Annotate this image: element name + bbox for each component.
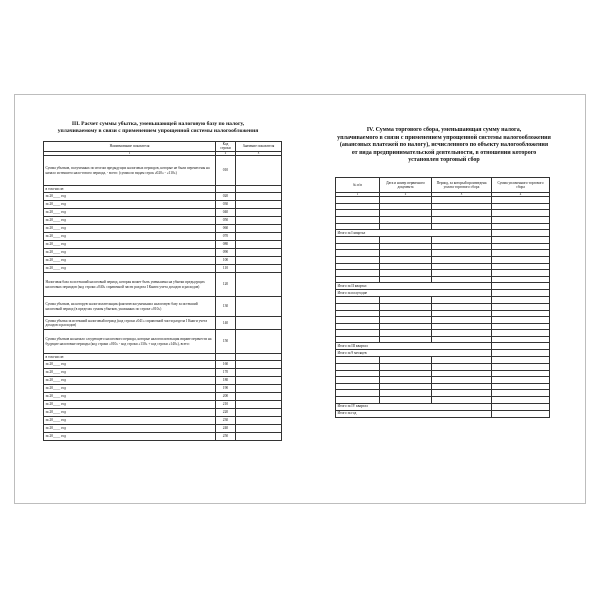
value-cell[interactable]	[236, 257, 282, 265]
total-row	[336, 290, 550, 297]
table-row	[336, 256, 550, 263]
indicator-name: за 20____ год	[44, 417, 216, 425]
entry-cell[interactable]	[336, 270, 380, 277]
entry-cell[interactable]	[336, 397, 380, 404]
entry-cell[interactable]	[432, 256, 492, 263]
table-row	[44, 241, 282, 249]
indicator-name: за 20____ год	[44, 393, 216, 401]
indicator-name: за 20____ год	[44, 401, 216, 409]
line-code: 160	[216, 361, 236, 369]
total-value-cell[interactable]	[492, 230, 550, 237]
trade-fee-table	[335, 177, 550, 418]
table-row	[44, 369, 282, 377]
table-row	[336, 303, 550, 310]
entry-cell[interactable]	[336, 357, 380, 364]
entry-cell[interactable]	[492, 197, 550, 204]
line-code: 220	[216, 409, 236, 417]
entry-cell[interactable]	[432, 203, 492, 210]
entry-cell[interactable]	[380, 210, 432, 217]
indicator-name: за 20____ год	[44, 257, 216, 265]
entry-cell[interactable]	[492, 377, 550, 384]
table-row	[44, 385, 282, 393]
entry-cell[interactable]	[336, 243, 380, 250]
entry-cell[interactable]	[432, 383, 492, 390]
table-row	[44, 186, 282, 193]
left-page	[15, 95, 301, 503]
title-line: III. Расчет суммы убытка, уменьшающей налоговую базу по налогу,	[71, 121, 245, 127]
entry-cell[interactable]	[380, 250, 432, 257]
entry-cell[interactable]	[336, 303, 380, 310]
table-row	[44, 297, 282, 317]
table-row	[336, 243, 550, 250]
entry-cell[interactable]	[432, 364, 492, 371]
table-row	[336, 223, 550, 230]
col-number: 4	[492, 193, 550, 197]
table-row	[336, 270, 550, 277]
total-label: Итого за год	[336, 410, 492, 417]
entry-cell[interactable]	[380, 216, 432, 223]
table-row	[336, 210, 550, 217]
title-line: установлен торговый сбор	[408, 157, 480, 164]
line-code: 190	[216, 385, 236, 393]
total-value-cell[interactable]	[492, 343, 550, 350]
indicator-name: за 20____ год	[44, 193, 216, 201]
loss-table-body	[44, 156, 282, 441]
entry-cell[interactable]	[432, 237, 492, 244]
entry-cell[interactable]	[492, 223, 550, 230]
entry-cell[interactable]	[380, 303, 432, 310]
entry-cell[interactable]	[380, 317, 432, 324]
title-line: (авансовых платежей по налогу), исчисленного по объекту налогообложения	[339, 142, 549, 149]
table-row	[44, 361, 282, 369]
value-cell[interactable]	[236, 156, 282, 186]
table-row	[336, 357, 550, 364]
table-row	[336, 203, 550, 210]
table-row	[44, 401, 282, 409]
value-cell[interactable]	[236, 409, 282, 417]
line-code: 070	[216, 233, 236, 241]
header-line-code: Код строки	[216, 142, 236, 152]
header-row-number: № п/п	[336, 178, 380, 193]
entry-cell[interactable]	[492, 256, 550, 263]
entry-cell[interactable]	[492, 310, 550, 317]
entry-cell[interactable]	[380, 336, 432, 343]
line-code: 060	[216, 225, 236, 233]
entry-cell[interactable]	[492, 237, 550, 244]
line-code: 240	[216, 425, 236, 433]
entry-cell[interactable]	[432, 276, 492, 283]
line-code: 150	[216, 330, 236, 354]
table-row	[44, 377, 282, 385]
value-cell[interactable]	[236, 265, 282, 273]
line-code: 130	[216, 297, 236, 317]
value-cell[interactable]	[236, 225, 282, 233]
indicator-name: за 20____ год	[44, 201, 216, 209]
entry-cell[interactable]	[432, 303, 492, 310]
entry-cell[interactable]	[336, 377, 380, 384]
table-row	[336, 390, 550, 397]
table-row	[44, 225, 282, 233]
indicator-name: за 20____ год	[44, 265, 216, 273]
entry-cell[interactable]	[432, 216, 492, 223]
line-code: 230	[216, 417, 236, 425]
entry-cell[interactable]	[380, 397, 432, 404]
header-document: Дата и номер первичного документа	[380, 178, 432, 193]
value-cell[interactable]	[236, 273, 282, 297]
entry-cell[interactable]	[336, 250, 380, 257]
title-line: от вида предпринимательской деятельности, в отношении которого	[351, 149, 537, 156]
col-number: 1	[336, 193, 380, 197]
entry-cell[interactable]	[336, 330, 380, 337]
table-row	[44, 317, 282, 330]
entry-cell[interactable]	[380, 364, 432, 371]
value-cell[interactable]	[236, 377, 282, 385]
line-code: 110	[216, 265, 236, 273]
value-cell[interactable]	[236, 241, 282, 249]
line-code: 100	[216, 257, 236, 265]
entry-cell[interactable]	[492, 276, 550, 283]
header-indicator-name: Наименование показателя	[44, 142, 216, 152]
indicator-name: за 20____ год	[44, 217, 216, 225]
value-cell[interactable]	[236, 209, 282, 217]
table-row	[44, 257, 282, 265]
table-row	[336, 250, 550, 257]
entry-cell[interactable]	[492, 210, 550, 217]
value-cell[interactable]	[236, 361, 282, 369]
table-row	[44, 354, 282, 361]
table-row	[336, 323, 550, 330]
table-row	[44, 193, 282, 201]
entry-cell[interactable]	[380, 243, 432, 250]
loss-calculation-table	[43, 141, 282, 441]
entry-cell[interactable]	[492, 330, 550, 337]
entry-cell[interactable]	[380, 270, 432, 277]
entry-cell[interactable]	[380, 310, 432, 317]
table-row	[336, 336, 550, 343]
value-cell[interactable]	[236, 354, 282, 361]
indicator-name: за 20____ год	[44, 385, 216, 393]
table-row	[44, 417, 282, 425]
table-row	[336, 310, 550, 317]
entry-cell[interactable]	[380, 390, 432, 397]
entry-cell[interactable]	[492, 390, 550, 397]
total-label: Итого за III квартал	[336, 343, 492, 350]
table-row	[336, 263, 550, 270]
table-row	[336, 377, 550, 384]
table-row	[336, 317, 550, 324]
entry-cell[interactable]	[492, 270, 550, 277]
entry-cell[interactable]	[380, 297, 432, 304]
entry-cell[interactable]	[336, 203, 380, 210]
indicator-name: за 20____ год	[44, 409, 216, 417]
value-cell[interactable]	[236, 433, 282, 441]
value-cell[interactable]	[236, 201, 282, 209]
line-code: 170	[216, 369, 236, 377]
total-row	[336, 403, 550, 410]
table-row	[336, 237, 550, 244]
title-line: уплачиваемого в связи с применением упрощенной системы налогообложения	[337, 134, 551, 141]
entry-cell[interactable]	[492, 370, 550, 377]
value-cell[interactable]	[236, 297, 282, 317]
entry-cell[interactable]	[432, 330, 492, 337]
entry-cell[interactable]	[432, 270, 492, 277]
line-code: 210	[216, 401, 236, 409]
indicator-name: за 20____ год	[44, 433, 216, 441]
indicator-name: за 20____ год	[44, 369, 216, 377]
entry-cell[interactable]	[432, 310, 492, 317]
indicator-name: за 20____ год	[44, 249, 216, 257]
line-code: 090	[216, 249, 236, 257]
section-iii-title	[15, 121, 301, 135]
entry-cell[interactable]	[380, 370, 432, 377]
entry-cell[interactable]	[336, 323, 380, 330]
table-row	[44, 425, 282, 433]
entry-cell[interactable]	[492, 243, 550, 250]
entry-cell[interactable]	[336, 210, 380, 217]
table-row	[336, 397, 550, 404]
entry-cell[interactable]	[336, 276, 380, 283]
entry-cell[interactable]	[432, 336, 492, 343]
indicator-name: за 20____ год	[44, 225, 216, 233]
table-row	[336, 216, 550, 223]
entry-cell[interactable]	[432, 397, 492, 404]
total-label: Итого за II квартал	[336, 283, 492, 290]
value-cell[interactable]	[236, 330, 282, 354]
total-value-cell[interactable]	[492, 350, 550, 357]
entry-cell[interactable]	[336, 336, 380, 343]
entry-cell[interactable]	[492, 383, 550, 390]
entry-cell[interactable]	[336, 216, 380, 223]
col-number: 3	[432, 193, 492, 197]
entry-cell[interactable]	[492, 203, 550, 210]
indicator-name: в том числе:	[44, 186, 216, 193]
entry-cell[interactable]	[336, 223, 380, 230]
document-spread	[14, 94, 586, 504]
line-code: 120	[216, 273, 236, 297]
line-code: 250	[216, 433, 236, 441]
total-row	[336, 283, 550, 290]
total-label: Итого за полугодие	[336, 290, 492, 297]
line-code: 020	[216, 193, 236, 201]
value-cell[interactable]	[236, 217, 282, 225]
entry-cell[interactable]	[492, 397, 550, 404]
table-row	[336, 297, 550, 304]
entry-cell[interactable]	[492, 297, 550, 304]
indicator-name: за 20____ год	[44, 233, 216, 241]
total-label: Итого за I квартал	[336, 230, 492, 237]
entry-cell[interactable]	[336, 390, 380, 397]
entry-cell[interactable]	[380, 223, 432, 230]
table-row	[336, 383, 550, 390]
entry-cell[interactable]	[380, 263, 432, 270]
entry-cell[interactable]	[492, 336, 550, 343]
indicator-name: Сумма убытков, полученных по итогам предыдущих налоговых периодов, которые не были перенесены на начало истекшего нало-гового периода, - всего: (сумма по видам строк «020» - «110»)	[44, 156, 216, 186]
indicator-name: за 20____ год	[44, 209, 216, 217]
entry-cell[interactable]	[432, 357, 492, 364]
entry-cell[interactable]	[432, 263, 492, 270]
line-code: 180	[216, 377, 236, 385]
entry-cell[interactable]	[336, 256, 380, 263]
entry-cell[interactable]	[432, 323, 492, 330]
value-cell[interactable]	[236, 401, 282, 409]
entry-cell[interactable]	[336, 370, 380, 377]
header-fee-amount: Сумма уплаченного торгового сбора	[492, 178, 550, 193]
value-cell[interactable]	[236, 249, 282, 257]
line-code	[216, 186, 236, 193]
indicator-name: за 20____ год	[44, 361, 216, 369]
table-row	[44, 209, 282, 217]
value-cell[interactable]	[236, 186, 282, 193]
total-value-cell[interactable]	[492, 403, 550, 410]
total-label: Итого за IV квартал	[336, 403, 492, 410]
line-code: 040	[216, 209, 236, 217]
table-row	[44, 433, 282, 441]
indicator-name: Сумма убытка за истекший налоговый период (код строки «041» справочной части раздела I Книги учета доходов и расходов)	[44, 317, 216, 330]
entry-cell[interactable]	[432, 210, 492, 217]
table-row	[336, 330, 550, 337]
entry-cell[interactable]	[380, 203, 432, 210]
indicator-name: Налоговая база за истекший налоговый период, которая может быть уменьшена на убытки предыдущих налоговых периодов (код строки «040» справочной части раздела I Книги учета доходов и расходов)	[44, 273, 216, 297]
entry-cell[interactable]	[380, 256, 432, 263]
entry-cell[interactable]	[432, 197, 492, 204]
entry-cell[interactable]	[492, 357, 550, 364]
table-row	[44, 233, 282, 241]
table-row	[44, 217, 282, 225]
entry-cell[interactable]	[492, 216, 550, 223]
value-cell[interactable]	[236, 317, 282, 330]
total-row	[336, 350, 550, 357]
indicator-name: за 20____ год	[44, 425, 216, 433]
entry-cell[interactable]	[492, 250, 550, 257]
header-period: Период, за который произведена уплата торгового сбора	[432, 178, 492, 193]
line-code: 140	[216, 317, 236, 330]
entry-cell[interactable]	[432, 223, 492, 230]
line-code: 010	[216, 156, 236, 186]
entry-cell[interactable]	[336, 197, 380, 204]
entry-cell[interactable]	[336, 317, 380, 324]
line-code: 050	[216, 217, 236, 225]
total-value-cell[interactable]	[492, 290, 550, 297]
table-row	[44, 409, 282, 417]
trade-fee-table-body	[336, 197, 550, 417]
entry-cell[interactable]	[432, 243, 492, 250]
entry-cell[interactable]	[492, 263, 550, 270]
entry-cell[interactable]	[432, 317, 492, 324]
header-indicator-value: Значение показателя	[236, 142, 282, 152]
indicator-name: в том числе:	[44, 354, 216, 361]
value-cell[interactable]	[236, 385, 282, 393]
entry-cell[interactable]	[432, 390, 492, 397]
title-line: уплачиваемому в связи с применением упрощенной системы налогообложения	[57, 128, 259, 134]
table-row	[336, 364, 550, 371]
line-code: 030	[216, 201, 236, 209]
table-row	[44, 201, 282, 209]
table-row	[336, 197, 550, 204]
indicator-name: Сумма убытков на начало следующего налогового периода, которые налогоплательщик вправе перенести на будущие налоговые периоды (код строки «010» - код строки «130» + код строки «140»), всего:	[44, 330, 216, 354]
value-cell[interactable]	[236, 393, 282, 401]
table-row	[44, 249, 282, 257]
entry-cell[interactable]	[492, 303, 550, 310]
entry-cell[interactable]	[380, 197, 432, 204]
indicator-name: за 20____ год	[44, 241, 216, 249]
right-page	[301, 95, 587, 503]
total-row	[336, 410, 550, 417]
entry-cell[interactable]	[432, 297, 492, 304]
value-cell[interactable]	[236, 193, 282, 201]
col-number: 2	[380, 193, 432, 197]
table-row	[44, 330, 282, 354]
entry-cell[interactable]	[380, 237, 432, 244]
indicator-name: за 20____ год	[44, 377, 216, 385]
entry-cell[interactable]	[336, 297, 380, 304]
section-iv-title	[301, 127, 587, 165]
col-number: 3	[236, 151, 282, 155]
table-row	[336, 370, 550, 377]
total-label: Итого за 9 месяцев	[336, 350, 492, 357]
title-line: IV. Сумма торгового сбора, уменьшающая сумму налога,	[366, 127, 522, 133]
total-row	[336, 343, 550, 350]
indicator-name: Сумма убытков, на которую налогоплательщик фактически уменьшил налоговую базу за истекший налоговый период (в пределах суммы убытков, указанных по строке «010»)	[44, 297, 216, 317]
entry-cell[interactable]	[492, 364, 550, 371]
entry-cell[interactable]	[492, 323, 550, 330]
col-number: 2	[216, 151, 236, 155]
entry-cell[interactable]	[336, 263, 380, 270]
entry-cell[interactable]	[380, 383, 432, 390]
entry-cell[interactable]	[336, 364, 380, 371]
col-number: 1	[44, 151, 216, 155]
entry-cell[interactable]	[336, 310, 380, 317]
table-row	[44, 156, 282, 186]
entry-cell[interactable]	[380, 377, 432, 384]
entry-cell[interactable]	[380, 323, 432, 330]
total-value-cell[interactable]	[492, 283, 550, 290]
entry-cell[interactable]	[336, 383, 380, 390]
line-code: 080	[216, 241, 236, 249]
entry-cell[interactable]	[432, 250, 492, 257]
entry-cell[interactable]	[380, 357, 432, 364]
entry-cell[interactable]	[432, 370, 492, 377]
entry-cell[interactable]	[432, 377, 492, 384]
value-cell[interactable]	[236, 233, 282, 241]
table-row	[44, 393, 282, 401]
line-code: 200	[216, 393, 236, 401]
entry-cell[interactable]	[492, 317, 550, 324]
value-cell[interactable]	[236, 369, 282, 377]
entry-cell[interactable]	[380, 276, 432, 283]
entry-cell[interactable]	[336, 237, 380, 244]
total-value-cell[interactable]	[492, 410, 550, 417]
total-row	[336, 230, 550, 237]
table-row	[44, 273, 282, 297]
value-cell[interactable]	[236, 417, 282, 425]
table-row	[44, 265, 282, 273]
entry-cell[interactable]	[380, 330, 432, 337]
line-code	[216, 354, 236, 361]
table-row	[336, 276, 550, 283]
value-cell[interactable]	[236, 425, 282, 433]
